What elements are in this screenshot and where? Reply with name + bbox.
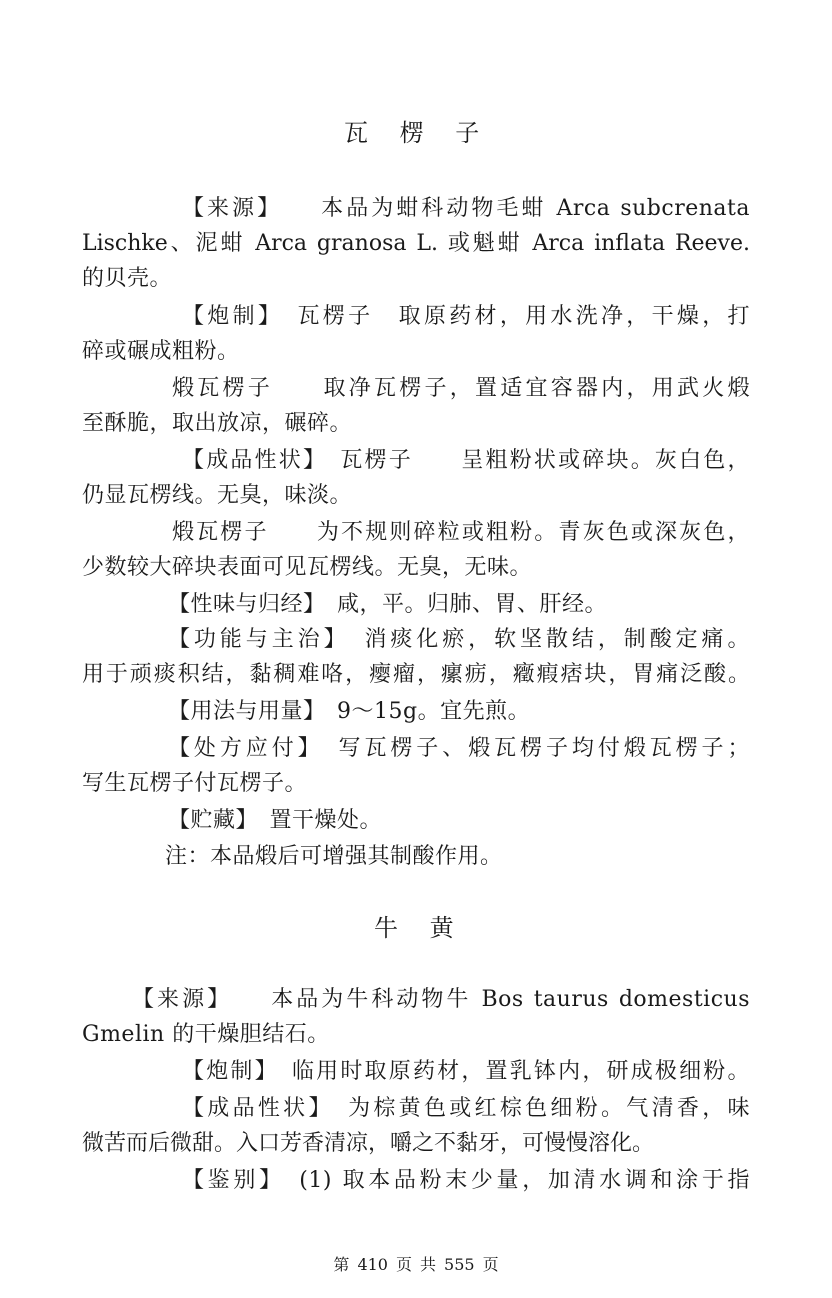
paragraph-line: 少数较大碎块表面可见瓦楞线。无臭，无味。: [82, 555, 533, 580]
paragraph-line: 微苦而后微甜。入口芳香清凉，嚼之不黏牙，可慢慢溶化。: [82, 1131, 655, 1156]
paragraph-line: 【鉴别】 (1) 取本品粉末少量，加清水调和涂于指: [182, 1168, 750, 1193]
paragraph-line: 煅瓦楞子 取净瓦楞子，置适宜容器内，用武火煅: [172, 376, 750, 401]
paragraph-line: 注：本品煅后可增强其制酸作用。: [165, 844, 503, 869]
footer-gong: 共: [420, 1255, 437, 1274]
paragraph-line: 碎或碾成粗粉。: [82, 339, 240, 364]
paragraph-line: 煅瓦楞子 为不规则碎粒或粗粉。青灰色或深灰色，: [172, 520, 750, 545]
total-pages: 555: [444, 1255, 475, 1274]
footer-di: 第: [333, 1255, 350, 1274]
paragraph-line: 【成品性状】 为棕黄色或红棕色细粉。气清香，味: [182, 1096, 750, 1121]
footer-ye: 页: [482, 1255, 499, 1274]
paragraph-line: Lischke、泥蚶 Arca granosa L. 或魁蚶 Arca inflata Reeve.: [82, 231, 750, 256]
paragraph-line: 【来源】 本品为蚶科动物毛蚶 Arca subcrenata: [182, 196, 750, 221]
footer-ye: 页: [395, 1255, 412, 1274]
paragraph-line: 至酥脆，取出放凉，碾碎。: [82, 411, 353, 436]
paragraph-line: Gmelin 的干燥胆结石。: [82, 1022, 330, 1047]
page-number: 410: [357, 1255, 388, 1274]
paragraph-line: 【炮制】 临用时取原药材，置乳钵内，研成极细粉。: [182, 1059, 750, 1084]
paragraph-line: 写生瓦楞子付瓦楞子。: [82, 771, 308, 796]
paragraph-line: 【贮藏】 置干燥处。: [168, 808, 383, 833]
section-title: 瓦 楞 子: [344, 119, 482, 147]
paragraph-line: 【来源】 本品为牛科动物牛 Bos taurus domesticus: [132, 987, 750, 1012]
paragraph-line: 【性味与归经】 咸，平。归肺、胃、肝经。: [168, 592, 608, 617]
paragraph-line: 仍显瓦楞线。无臭，味淡。: [82, 483, 353, 508]
paragraph-line: 用于顽痰积结，黏稠难咯，瘿瘤，瘰疬，癥瘕痞块，胃痛泛酸。: [82, 662, 750, 687]
paragraph-line: 【炮制】 瓦楞子 取原药材，用水洗净，干燥，打: [182, 304, 750, 329]
section-title: 牛 黄: [374, 914, 456, 942]
page-footer: [0, 1254, 832, 1276]
paragraph-line: 的贝壳。: [82, 266, 173, 291]
paragraph-line: 【功能与主治】 消痰化瘀，软坚散结，制酸定痛。: [168, 627, 750, 652]
paragraph-line: 【成品性状】 瓦楞子 呈粗粉状或碎块。灰白色，: [182, 448, 750, 473]
paragraph-line: 【处方应付】 写瓦楞子、煅瓦楞子均付煅瓦楞子；: [168, 736, 750, 761]
paragraph-line: 【用法与用量】 9～15g。宜先煎。: [168, 699, 531, 724]
